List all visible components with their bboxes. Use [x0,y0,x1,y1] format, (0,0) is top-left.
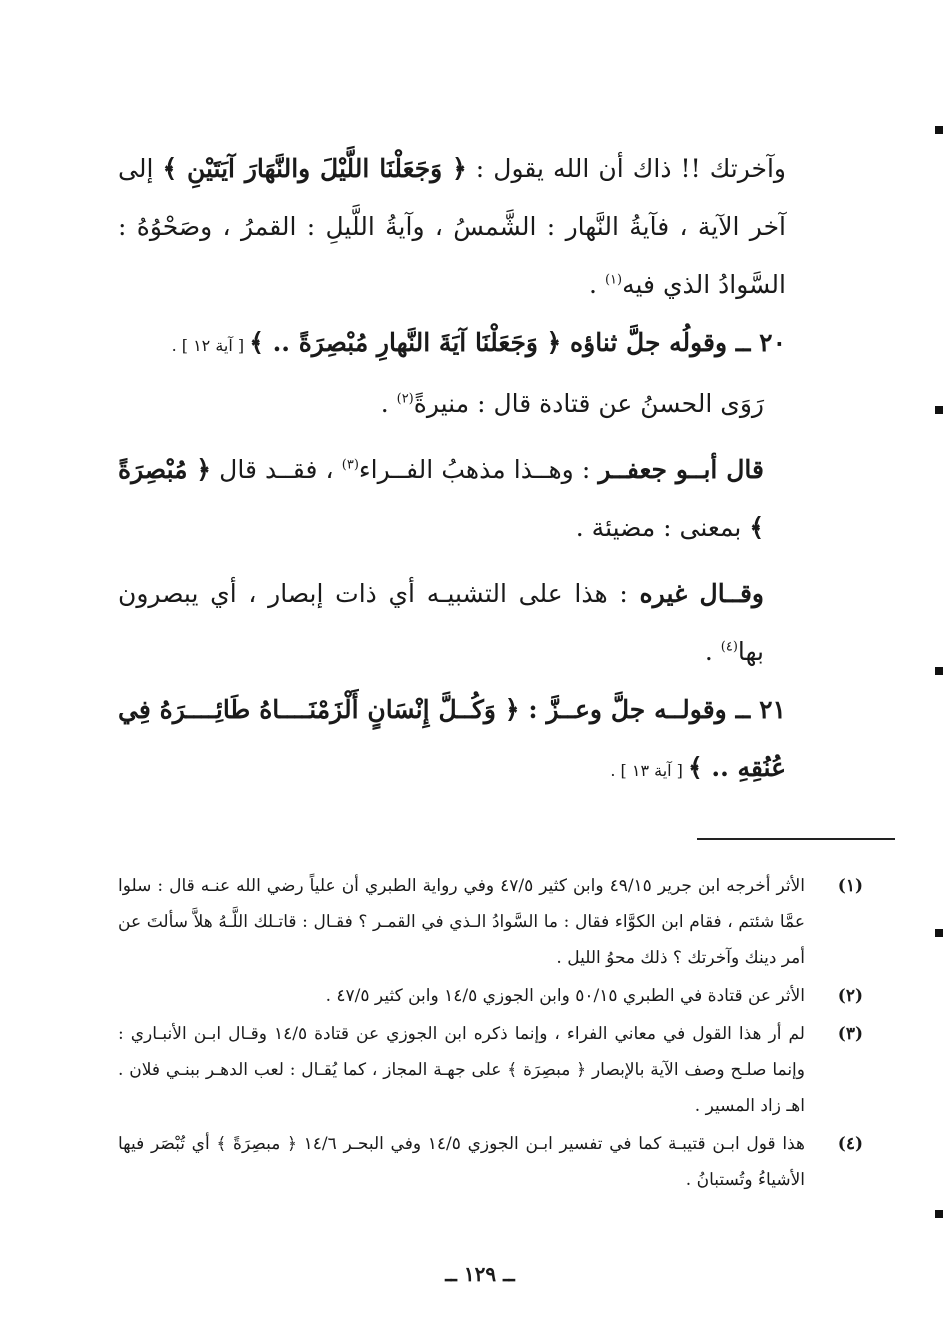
verse-reference: [ آية ١٢ ] . [171,336,250,355]
text: : هذا على التشبيـه أي ذات إبصار ، أي يبصرون بها [118,579,764,666]
footnote-number: (٢) [837,986,863,1006]
footnote [118,1016,863,1124]
text: . [589,270,605,299]
text: رَوَى الحسنُ عن قتادة قال : منيرةً [413,389,764,418]
main-text [118,140,786,800]
footnote-ref[interactable]: (٣) [341,457,359,473]
footnote-text: الأثر أخرجه ابن جرير ٤٩/١٥ وابن كثير ٤٧/٥ وفي رواية الطبري أن علياً رضي الله عنـه قال : سلوا عمَّا شئتم ، فقام ابن الكوَّاء فقال : ما السَّوادُ الـذي في القمـر ؟ فقـال : قاتـلك اللَّـهُ هلاَّ سألتَ عن أمر دينك وآخرتك ؟ ذلك محوُ الليل . [118,876,805,968]
section-number: ٢٠ ــ [727,328,786,357]
footnote-separator [697,838,895,840]
edge-mark [935,929,943,937]
paragraph-intro [118,140,786,314]
footnote-text: لم أر هذا القول في معاني الفراء ، وإنما ذكره ابن الجوزي عن قتادة ١٤/٥ وقـال ابـن الأنبـاري : وإنما صلـح وصف الآية بالإبصار ﴿ مبصِرَة ﴾ على جهـة المجاز ، كما يُقـال : لعب الدهـر ببنـي فلان . اهـ زاد المسير . [118,1024,805,1116]
edge-mark [935,1210,943,1218]
text: وآخرتك !! ذاك أن الله يقول : [466,154,786,183]
quran-verse: ﴿ وَكُــلَّ إِنْسَانٍ أَلْزَمْنَــــاهُ طَائِــــرَهُ فِي عُنُقِهِ .. ﴾ [118,695,786,782]
paragraph-ghayr [118,565,786,681]
footnote-number: (٣) [837,1024,863,1044]
footnote-text: الأثر عن قتادة في الطبري ٥٠/١٥ وابن الجوزي ١٤/٥ وابن كثير ٤٧/٥ . [325,986,805,1006]
paragraph-riwaya [118,375,786,433]
footnote-ref[interactable]: (٢) [396,391,414,407]
edge-mark [935,667,943,675]
quran-verse: ﴿ وَجَعَلْنَا آيَةَ النَّهارِ مُبْصِرَةً .. ﴾ [249,328,562,357]
footnote-text: هذا قول ابـن قتيبـة كما في تفسير ابـن الجوزي ١٤/٥ وفي البحـر ١٤/٦ ﴿ مبصِرَةً ﴾ أي تُبْصَر فيها الأشياءُ وتُستبانُ . [118,1134,805,1190]
section-number: ٢١ ــ [726,695,786,724]
paragraph-abu-jafar [118,441,786,557]
text: بمعنى : مضيئة . [575,513,750,542]
footnote-number: (٤) [837,1134,863,1154]
quran-verse: ﴿ مُبْصِرَةً ﴾ [118,455,764,542]
text: ، فقــد قال [211,455,342,484]
text: . [704,637,721,666]
footnotes [118,868,863,1200]
page-number: ــ ١٢٩ ــ [445,1262,515,1286]
text: . [380,389,397,418]
text: : وهــذا مذهبُ الفــراء [358,455,599,484]
text: إلى آخر الآية ، فآيةُ النَّهار : الشَّمسُ ، وآيةُ اللَّيلِ : القمرُ ، وصَحْوُهُ : السَّوادُ الذي فيه [118,154,786,299]
footnote-ref[interactable]: (٤) [720,639,738,655]
footnote-number: (١) [837,876,863,896]
section-21 [118,681,786,800]
footnote [118,978,863,1014]
edge-mark [935,406,943,414]
footnote-ref[interactable]: (١) [604,272,623,288]
section-heading: وقولُه جلَّ ثناؤه [561,328,728,357]
verse-reference: [ آية ١٣ ] . [610,761,689,780]
edge-mark [935,126,943,134]
quran-verse: ﴿ وَجَعَلْنَا اللَّيْلَ والنَّهَارَ آيَتَيْنِ ﴾ [162,154,467,183]
footnote [118,1126,863,1198]
section-heading: وقولــه جلَّ وعــزَّ : [519,695,727,724]
speaker-name: وقــال غيره [639,579,764,608]
section-20 [118,314,786,375]
footnote [118,868,863,976]
speaker-name: قال أبــو جعفــر [598,455,764,484]
